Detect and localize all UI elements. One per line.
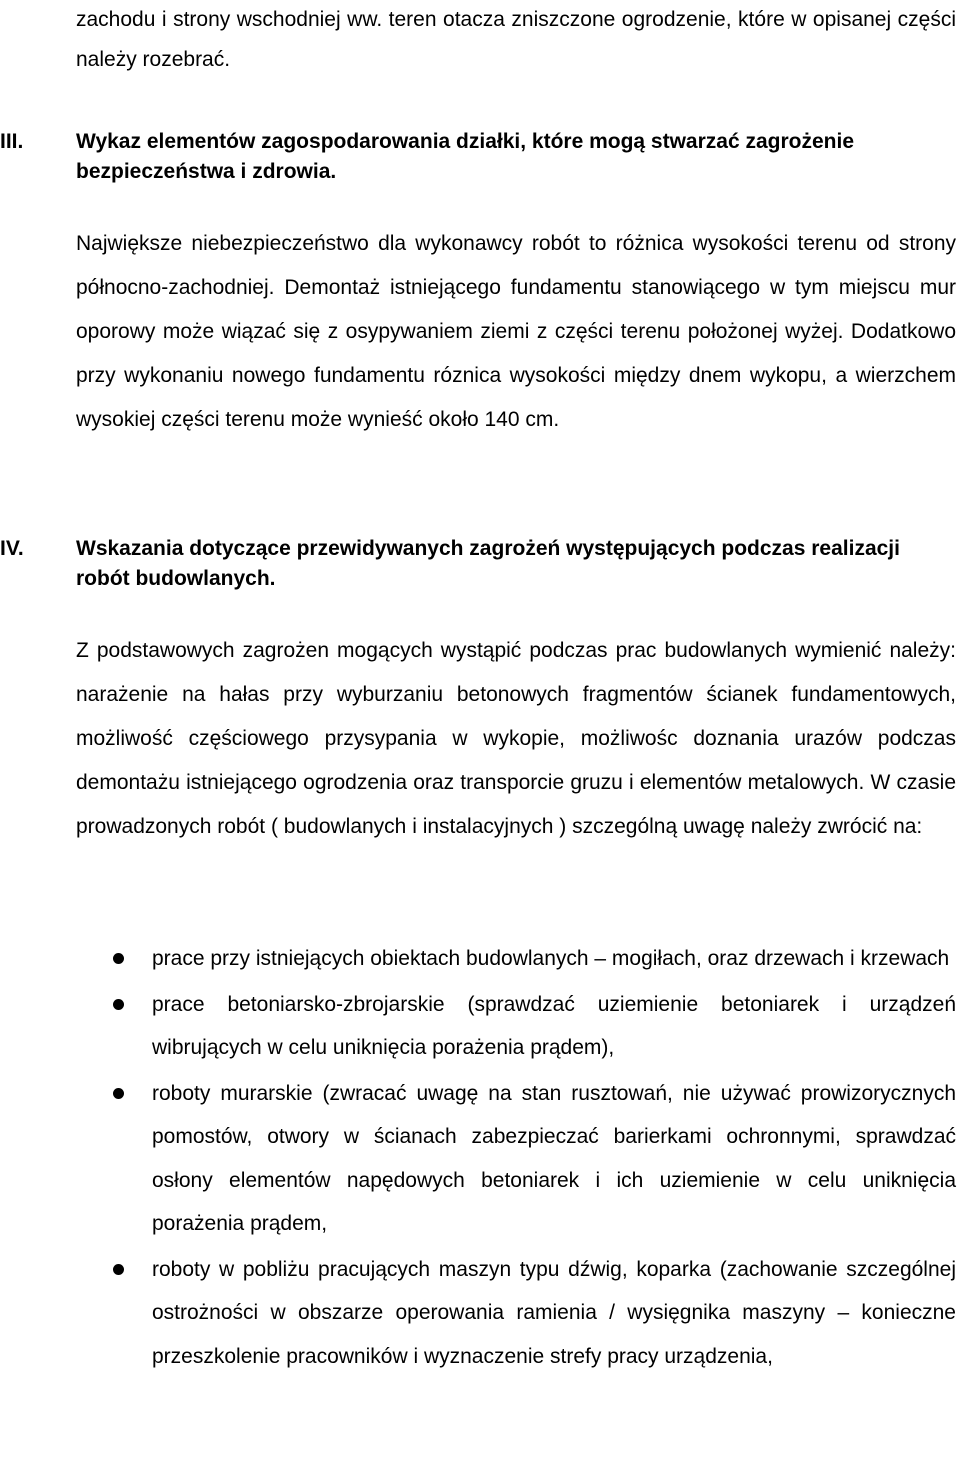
section-4-number: IV. [0, 537, 24, 560]
bullet-icon [113, 1088, 124, 1099]
list-item-text: prace betoniarsko-zbrojarskie (sprawdzać uziemienie betoniarek i urządzeń wibrujących w celu uniknięcia porażenia prądem), [152, 992, 956, 1059]
intro-paragraph: zachodu i strony wschodniej ww. teren otacza zniszczone ogrodzenie, które w opisanej części należy rozebrać. [76, 8, 956, 71]
list-item [0, 937, 956, 981]
section-4-paragraph: Z podstawowych zagrożen mogących wystąpić podczas prac budowlanych wymienić należy: narażenie na hałas przy wyburzaniu betonowych fragmentów ścianek fundamentowych, możliwość częściowego przysypania w wykopie, możliwośc doznania urazów podczas demontażu istniejącego ogrodzenia oraz transporcie gruzu i elementów metalowych. W czasie prowadzonych robót ( budowlanych i instalacyjnych ) szczególną uwagę należy zwrócić na: [76, 639, 956, 838]
list-item-text: roboty w pobliżu pracujących maszyn typu dźwig, koparka (zachowanie szczególnej ostrożności w obszarze operowania ramienia / wysięgnika maszyny – konieczne przeszkolenie pracowników i wyznaczenie strefy pracy urządzenia, [152, 1257, 956, 1368]
list-item [0, 1248, 956, 1379]
list-item [0, 1072, 956, 1246]
bullet-icon [113, 999, 124, 1010]
section-3-title: Wykaz elementów zagospodarowania działki, które mogą stwarzać zagrożenie bezpieczeństwa i zdrowia. [76, 130, 855, 183]
list-item [0, 983, 956, 1070]
list-item-text: prace przy istniejących obiektach budowlanych – mogiłach, oraz drzewach i krzewach [152, 947, 950, 970]
section-4-title: Wskazania dotyczące przewidywanych zagrożeń występujących podczas realizacji robót budowlanych. [76, 537, 900, 590]
list-item-text: roboty murarskie (zwracać uwagę na stan rusztowań, nie używać prowizorycznych pomostów, otwory w ścianach zabezpieczać barierkami ochronnymi, sprawdzać osłony elementów napędowych betoniarek i ich uziemienie w celu uniknięcia porażenia prądem, [152, 1081, 956, 1235]
hazard-list [0, 937, 960, 1380]
section-3-paragraph: Największe niebezpieczeństwo dla wykonawcy robót to różnica wysokości terenu od strony północno-zachodniej. Demontaż istniejącego fundamentu stanowiącego w tym miejscu mur oporowy może wiązać się z osypywaniem ziemi z części terenu położonej wyżej. Dodatkowo przy wykonaniu nowego fundamentu róznica wysokości między dnem wykopu, a wierzchem wysokiej części terenu może wynieść około 140 cm. [76, 232, 956, 431]
bullet-icon [113, 953, 124, 964]
bullet-icon [113, 1264, 124, 1275]
section-3-number: III. [0, 130, 24, 153]
